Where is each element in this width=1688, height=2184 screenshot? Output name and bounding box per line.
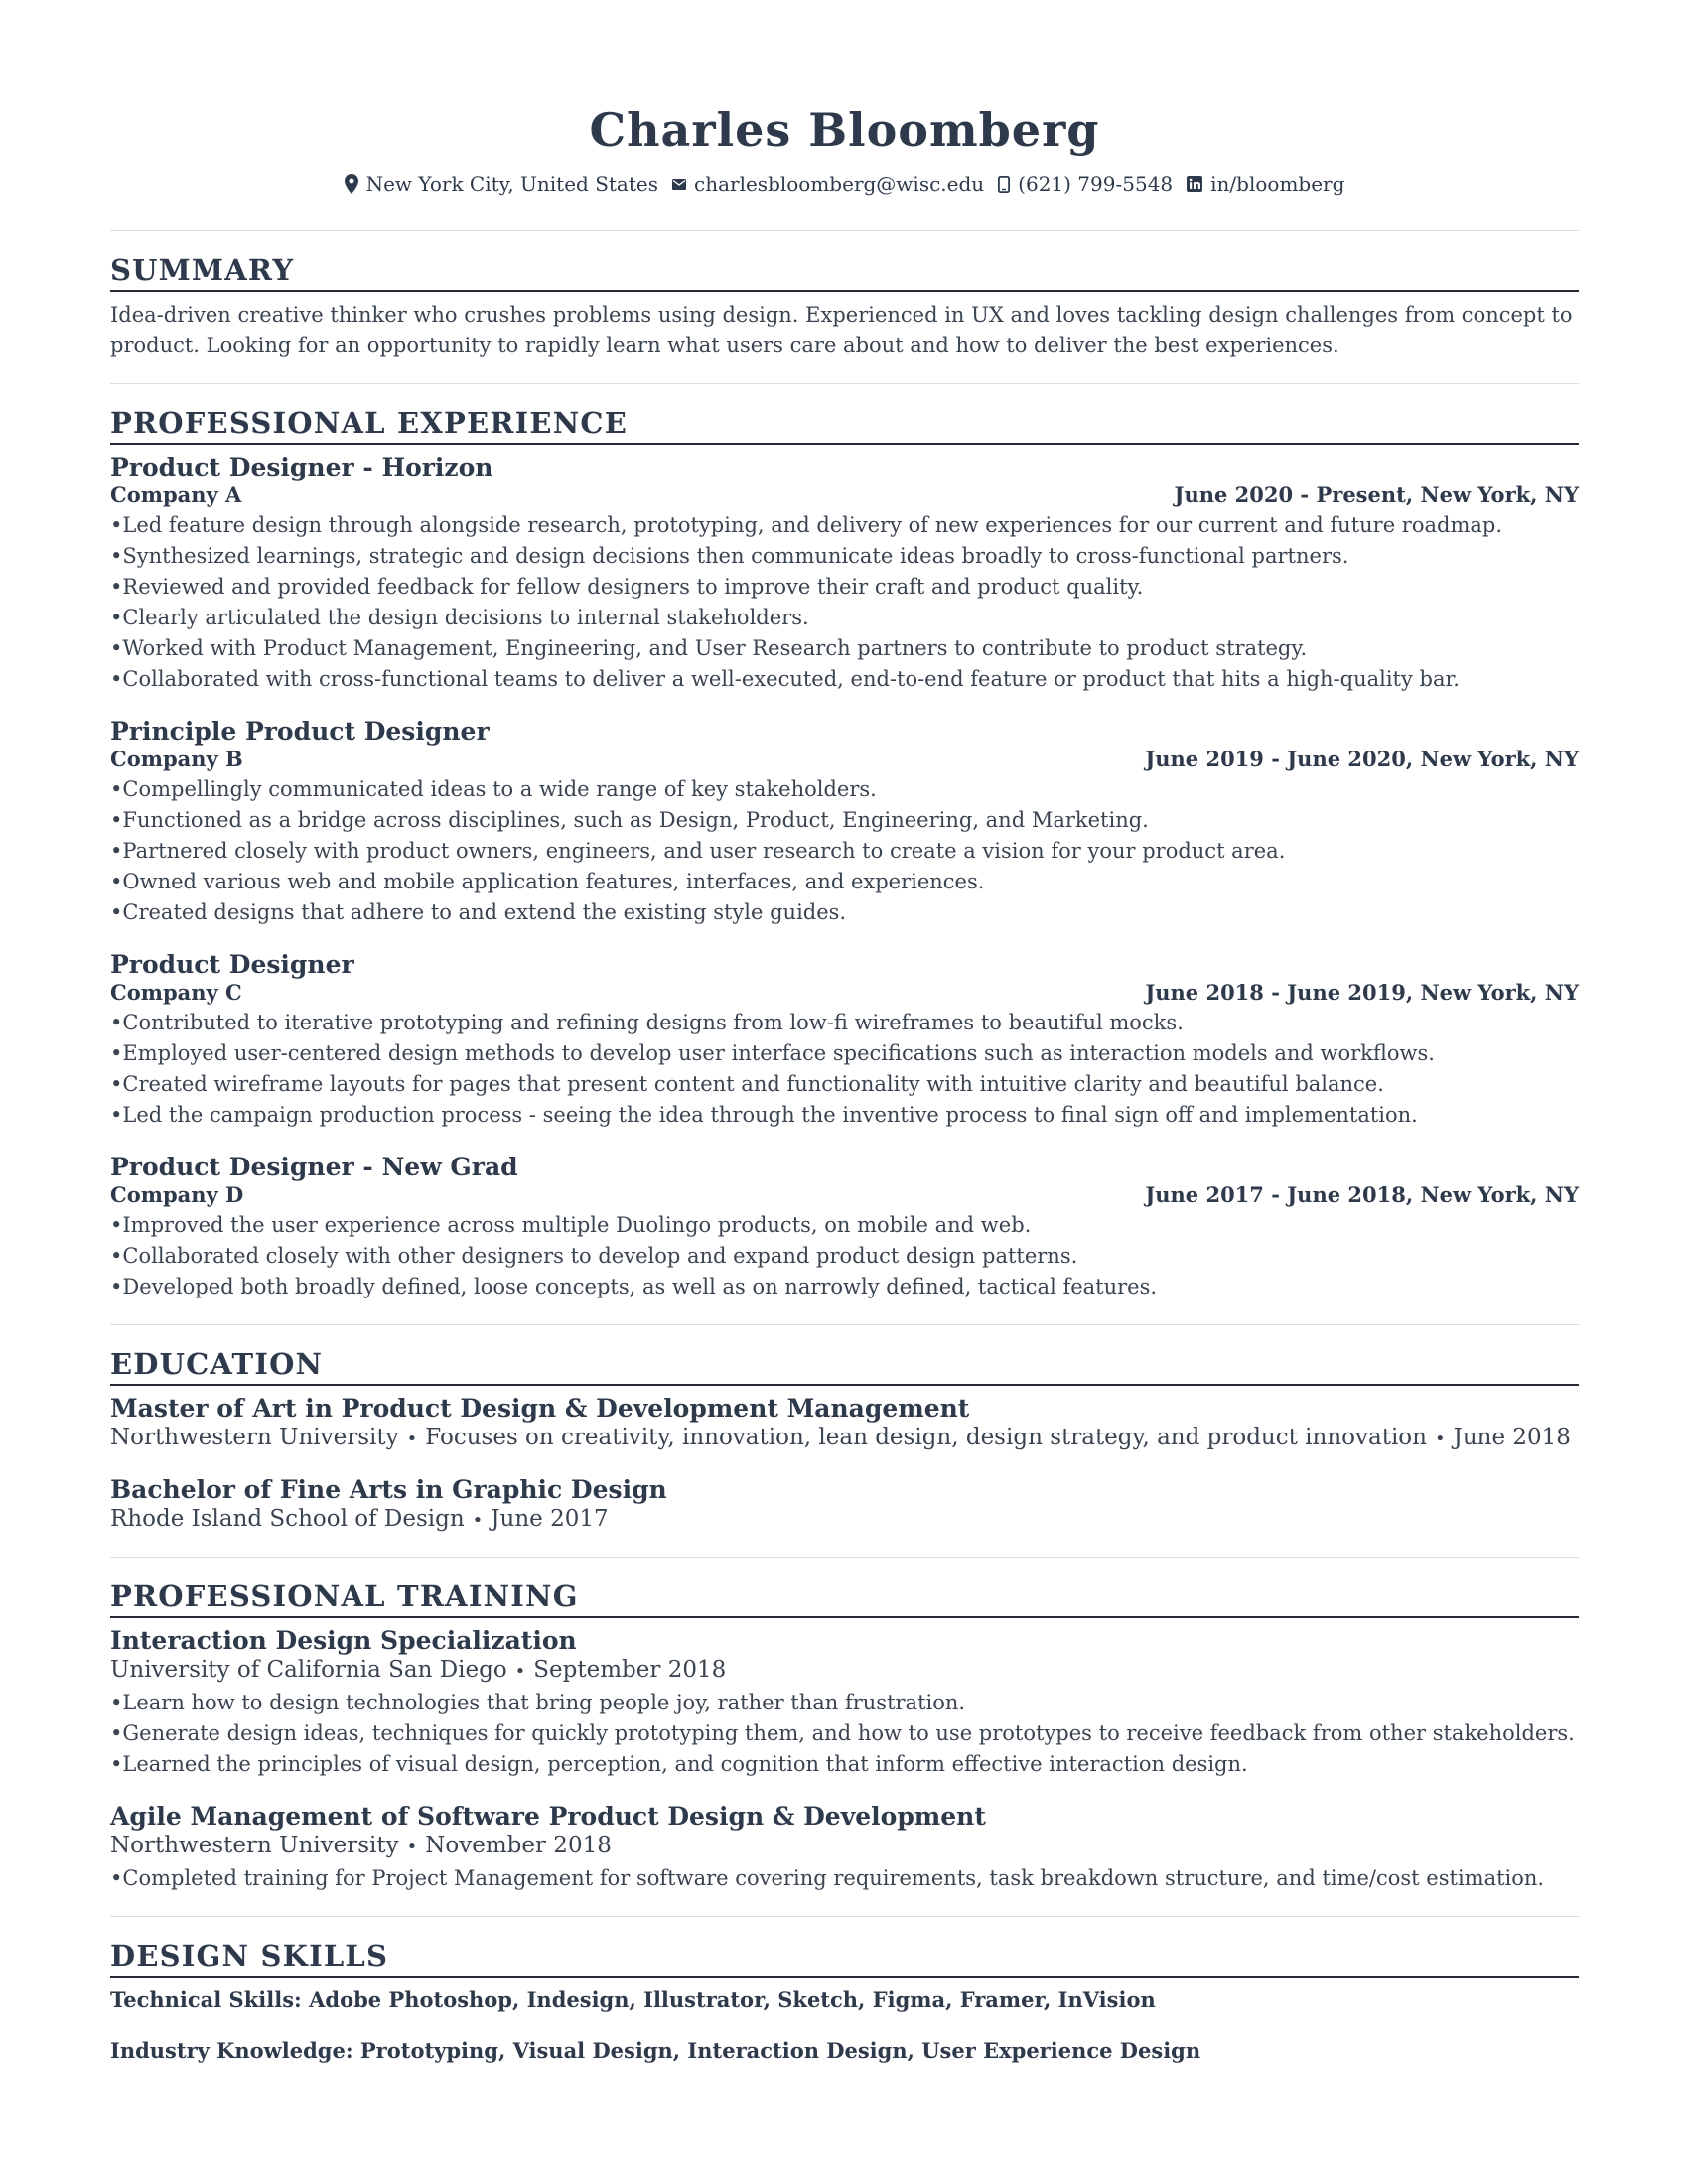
separator-dot: • <box>406 1837 418 1857</box>
education-date: June 2017 <box>491 1506 609 1532</box>
bullet-item: • Owned various web and mobile application features, interfaces, and experiences. <box>110 867 1579 897</box>
training-entry <box>110 1626 1579 1780</box>
job-title: Principle Product Designer <box>110 717 490 746</box>
bullet-item: • Completed training for Project Management for software covering requirements, task breakdown structure, and time/cost estimation. <box>110 1863 1579 1894</box>
bullet-item: • Improved the user experience across multiple Duolingo products, on mobile and web. <box>110 1210 1579 1241</box>
bullet-item: • Learned the principles of visual design, perception, and cognition that inform effective interaction design. <box>110 1749 1579 1780</box>
job-title: Product Designer - Horizon <box>110 453 493 481</box>
training-date: November 2018 <box>425 1833 612 1858</box>
job-bullets <box>110 1210 1579 1302</box>
mobile-phone-icon <box>998 176 1010 193</box>
education-date: June 2018 <box>1453 1425 1571 1450</box>
degree-title: Bachelor of Fine Arts in Graphic Design <box>110 1475 667 1504</box>
job-dates: June 2020 - Present, New York, NY <box>1174 482 1579 507</box>
company-name: Company D <box>110 1182 244 1207</box>
degree-title: Master of Art in Product Design & Development Management <box>110 1394 970 1423</box>
bullet-item: • Functioned as a bridge across disciplines, such as Design, Product, Engineering, and Marketing. <box>110 805 1579 836</box>
contact-phone <box>998 171 1173 197</box>
job-bullets <box>110 774 1579 928</box>
technical-skills: Technical Skills: Adobe Photoshop, Indesign, Illustrator, Sketch, Figma, Framer, InVision <box>110 1987 1156 2012</box>
job-entry <box>110 1153 1579 1302</box>
bullet-item: • Reviewed and provided feedback for fellow designers to improve their craft and product quality. <box>110 572 1579 603</box>
job-dates: June 2018 - June 2019, New York, NY <box>1145 980 1579 1005</box>
job-title: Product Designer - New Grad <box>110 1153 518 1181</box>
job-bullets <box>110 1008 1579 1131</box>
job-meta <box>110 1182 1579 1208</box>
training-institution: Northwestern University <box>110 1833 399 1858</box>
school-name: Rhode Island School of Design <box>110 1506 465 1532</box>
bullet-item: • Led the campaign production process - seeing the idea through the inventive process to final sign off and implementation. <box>110 1100 1579 1131</box>
job-meta <box>110 980 1579 1006</box>
linkedin-icon <box>1187 176 1202 192</box>
education-section <box>110 1325 1579 1557</box>
education-focus: Focuses on creativity, innovation, lean design, design strategy, and product innovation <box>425 1425 1427 1450</box>
job-dates: June 2017 - June 2018, New York, NY <box>1145 1182 1579 1207</box>
contact-bar <box>110 171 1579 197</box>
section-title: PROFESSIONAL EXPERIENCE <box>110 404 1579 445</box>
section-title: DESIGN SKILLS <box>110 1937 1579 1978</box>
section-title: PROFESSIONAL TRAINING <box>110 1577 1579 1618</box>
contact-email[interactable] <box>672 171 984 197</box>
training-details <box>110 1656 1579 1686</box>
job-meta <box>110 482 1579 508</box>
company-name: Company A <box>110 482 242 507</box>
education-entry <box>110 1475 1579 1535</box>
training-entry <box>110 1802 1579 1894</box>
job-meta <box>110 747 1579 772</box>
job-entry <box>110 950 1579 1131</box>
industry-knowledge: Industry Knowledge: Prototyping, Visual Design, Interaction Design, User Experience Design <box>110 2038 1201 2063</box>
job-dates: June 2019 - June 2020, New York, NY <box>1145 747 1579 771</box>
bullet-item: • Employed user-centered design methods to develop user interface specifications such as interaction models and workflows. <box>110 1038 1579 1069</box>
contact-location <box>345 171 658 197</box>
training-date: September 2018 <box>533 1657 727 1683</box>
envelope-icon <box>672 179 686 190</box>
job-entry <box>110 453 1579 695</box>
school-name: Northwestern University <box>110 1425 399 1450</box>
bullet-item: • Partnered closely with product owners, engineers, and user research to create a vision for your product area. <box>110 836 1579 867</box>
bullet-item: • Learn how to design technologies that bring people joy, rather than frustration. <box>110 1688 1579 1718</box>
candidate-name: Charles Bloomberg <box>589 103 1100 157</box>
training-bullets <box>110 1863 1579 1894</box>
phone-text: (621) 799-5548 <box>1018 172 1174 196</box>
location-pin-icon <box>345 174 358 194</box>
education-details <box>110 1505 1579 1535</box>
bullet-item: • Created designs that adhere to and extend the existing style guides. <box>110 897 1579 928</box>
training-section <box>110 1558 1579 1916</box>
training-details <box>110 1832 1579 1861</box>
education-entry <box>110 1394 1579 1453</box>
education-details <box>110 1424 1579 1453</box>
linkedin-text[interactable]: in/bloomberg <box>1210 172 1345 196</box>
training-institution: University of California San Diego <box>110 1657 507 1683</box>
bullet-item: • Collaborated closely with other designers to develop and expand product design patterns. <box>110 1241 1579 1272</box>
separator-dot: • <box>472 1510 484 1531</box>
bullet-item: • Worked with Product Management, Engineering, and User Research partners to contribute to product strategy. <box>110 633 1579 664</box>
job-bullets <box>110 510 1579 695</box>
contact-linkedin[interactable] <box>1187 171 1344 197</box>
job-title: Product Designer <box>110 950 354 979</box>
bullet-item: • Compellingly communicated ideas to a wide range of key stakeholders. <box>110 774 1579 805</box>
bullet-item: • Contributed to iterative prototyping and refining designs from low-fi wireframes to beautiful mocks. <box>110 1008 1579 1038</box>
training-bullets <box>110 1688 1579 1780</box>
bullet-item: • Led feature design through alongside research, prototyping, and delivery of new experiences for our current and future roadmap. <box>110 510 1579 541</box>
location-text: New York City, United States <box>365 172 658 196</box>
training-title: Interaction Design Specialization <box>110 1626 577 1655</box>
section-title: SUMMARY <box>110 251 1579 292</box>
bullet-item: • Created wireframe layouts for pages that present content and functionality with intuitive clarity and beautiful balance. <box>110 1069 1579 1100</box>
bullet-item: • Collaborated with cross-functional teams to deliver a well-executed, end-to-end feature or product that hits a high-quality bar. <box>110 664 1579 695</box>
summary-section <box>110 231 1579 383</box>
separator-dot: • <box>406 1429 418 1449</box>
section-title: EDUCATION <box>110 1345 1579 1386</box>
experience-section <box>110 384 1579 1324</box>
company-name: Company B <box>110 747 243 771</box>
bullet-item: • Synthesized learnings, strategic and design decisions then communicate ideas broadly to cross-functional partners. <box>110 541 1579 572</box>
bullet-item: • Clearly articulated the design decisions to internal stakeholders. <box>110 603 1579 633</box>
separator-dot: • <box>514 1661 526 1682</box>
bullet-item: • Developed both broadly defined, loose concepts, as well as on narrowly defined, tactical features. <box>110 1272 1579 1302</box>
skills-section <box>110 1917 1579 2088</box>
separator-dot: • <box>1434 1429 1446 1449</box>
email-text[interactable]: charlesbloomberg@wisc.edu <box>694 172 985 196</box>
summary-text: Idea-driven creative thinker who crushes problems using design. Experienced in UX and loves tackling design challenges from concept to product. Looking for an opportunity to rapidly learn what users care about and how to deliver the best experiences. <box>110 303 1573 357</box>
company-name: Company C <box>110 980 242 1005</box>
job-entry <box>110 717 1579 928</box>
training-title: Agile Management of Software Product Design & Development <box>110 1802 986 1831</box>
bullet-item: • Generate design ideas, techniques for quickly prototyping them, and how to use prototypes to receive feedback from other stakeholders. <box>110 1718 1579 1749</box>
